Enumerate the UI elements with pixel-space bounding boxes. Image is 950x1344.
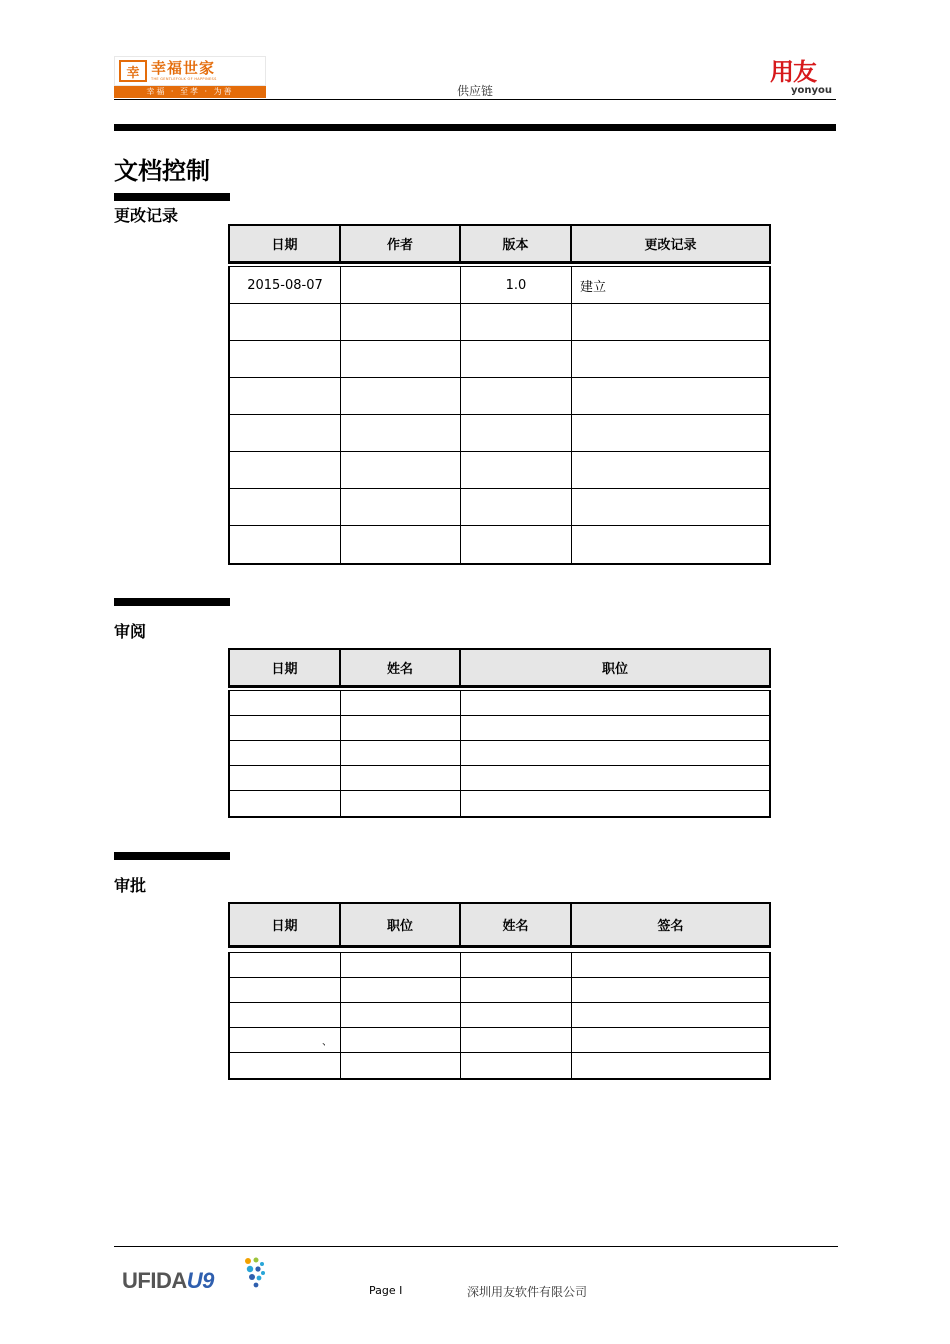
table-body [228, 952, 771, 1080]
table-cell [572, 526, 769, 563]
table-cell [572, 452, 769, 488]
table-cell [572, 304, 769, 340]
table-cell [230, 716, 341, 740]
table-cell [230, 304, 341, 340]
table-row [230, 452, 769, 489]
table-row [230, 526, 769, 563]
table-row [230, 741, 769, 766]
table-cell [572, 378, 769, 414]
table-cell [341, 415, 461, 451]
table-cell [572, 978, 769, 1002]
logo-yonyou-en: yonyou [790, 85, 832, 96]
table-cell [341, 452, 461, 488]
table-cell [461, 716, 769, 740]
change-log-table [228, 224, 771, 565]
table-cell [461, 741, 769, 765]
column-header-version: 版本 [461, 226, 572, 261]
column-header-date: 日期 [230, 650, 341, 685]
company-logo-right [752, 58, 834, 98]
header-rule [114, 99, 836, 100]
section-label-approval: 审批 [114, 878, 147, 895]
table-cell [230, 378, 341, 414]
table-cell [230, 526, 341, 563]
column-header-date: 日期 [230, 226, 341, 261]
footer-rule [114, 1246, 838, 1247]
table-cell: 2015-08-07 [230, 267, 341, 303]
table-cell [461, 415, 572, 451]
table-cell [230, 1003, 341, 1027]
column-header-name: 姓名 [341, 650, 461, 685]
table-row [230, 1028, 769, 1053]
table-cell [461, 791, 769, 816]
table-row [230, 267, 769, 304]
company-name: 深圳用友软件有限公司 [467, 1285, 588, 1299]
table-cell [461, 452, 572, 488]
table-header [228, 648, 771, 688]
table-cell [461, 378, 572, 414]
table-header [228, 902, 771, 948]
logo-seal-icon: 幸 [119, 60, 147, 82]
table-cell [341, 716, 461, 740]
table-cell [230, 489, 341, 525]
table-cell [341, 341, 461, 377]
table-cell: 建立 [580, 279, 607, 295]
table-cell: 、 [230, 1028, 341, 1052]
table-row [230, 304, 769, 341]
column-header-signature: 签名 [657, 919, 684, 934]
table-cell [230, 978, 341, 1002]
table-cell [572, 415, 769, 451]
dots-logo-icon [226, 1256, 266, 1292]
section-label-change-log: 更改记录 [114, 208, 179, 225]
table-cell [572, 1028, 769, 1052]
table-cell [572, 1003, 769, 1027]
column-header-position: 职位 [341, 904, 461, 945]
table-row [230, 716, 769, 741]
table-body [228, 690, 771, 818]
column-header-date: 日期 [230, 904, 341, 945]
table-cell [341, 526, 461, 563]
table-cell [341, 1028, 461, 1052]
table-cell [461, 953, 572, 977]
table-cell [341, 953, 461, 977]
table-cell [572, 953, 769, 977]
table-cell [572, 489, 769, 525]
table-cell [230, 766, 341, 790]
table-row [230, 691, 769, 716]
table-cell [341, 766, 461, 790]
table-cell [461, 1053, 572, 1078]
table-cell [341, 378, 461, 414]
table-header [228, 224, 771, 264]
page-number: Page I [369, 1284, 403, 1297]
table-cell [341, 1053, 461, 1078]
section-bar-change-log [114, 193, 230, 201]
table-cell [230, 415, 341, 451]
section-bar-review [114, 598, 230, 606]
table-cell [461, 304, 572, 340]
review-table [228, 648, 771, 818]
table-cell [230, 791, 341, 816]
table-cell [341, 741, 461, 765]
logo-brand-english: THE GENTLEFOLK OF HAPPINESS [151, 76, 217, 81]
table-cell [230, 341, 341, 377]
table-cell [461, 1003, 572, 1027]
table-row [230, 766, 769, 791]
header-title: 供应链 [456, 84, 493, 98]
table-cell [461, 341, 572, 377]
ufida-logo-text: UFIDA [122, 1268, 187, 1293]
logo-yonyou-cn: 用友 [770, 58, 816, 86]
column-header-author: 作者 [341, 226, 461, 261]
logo-slogan: 幸福 · 至孝 · 为善 [114, 86, 266, 98]
header-thick-rule [114, 124, 836, 131]
table-row [230, 415, 769, 452]
table-row [230, 489, 769, 526]
column-header-change: 更改记录 [644, 238, 697, 253]
table-row [230, 978, 769, 1003]
logo-brand-name: 幸福世家 [151, 58, 216, 77]
table-row [230, 378, 769, 415]
table-cell [461, 691, 769, 715]
table-cell [461, 526, 572, 563]
table-cell [341, 1003, 461, 1027]
table-cell [341, 304, 461, 340]
table-cell [230, 741, 341, 765]
table-cell [230, 953, 341, 977]
table-cell [230, 452, 341, 488]
table-row [230, 791, 769, 816]
document-title: 文档控制 [114, 158, 210, 185]
ufida-logo [120, 1256, 264, 1296]
ufida-logo-product: U9 [186, 1268, 214, 1293]
table-cell [341, 791, 461, 816]
table-cell [341, 489, 461, 525]
approval-table [228, 902, 771, 1080]
table-cell: 1.0 [461, 267, 572, 303]
table-cell [341, 691, 461, 715]
section-label-review: 审阅 [114, 624, 147, 641]
table-cell [572, 341, 769, 377]
table-cell [461, 489, 572, 525]
table-cell [461, 1028, 572, 1052]
table-row [230, 1053, 769, 1078]
table-row [230, 341, 769, 378]
section-bar-approval [114, 852, 230, 860]
table-cell [572, 1053, 769, 1078]
table-cell [230, 691, 341, 715]
table-row [230, 1003, 769, 1028]
table-cell [461, 766, 769, 790]
table-cell [230, 1053, 341, 1078]
table-cell [341, 267, 461, 303]
table-cell [341, 978, 461, 1002]
column-header-name: 姓名 [461, 904, 572, 945]
table-row [230, 953, 769, 978]
table-cell [461, 978, 572, 1002]
table-body [228, 266, 771, 565]
column-header-position: 职位 [601, 662, 628, 677]
